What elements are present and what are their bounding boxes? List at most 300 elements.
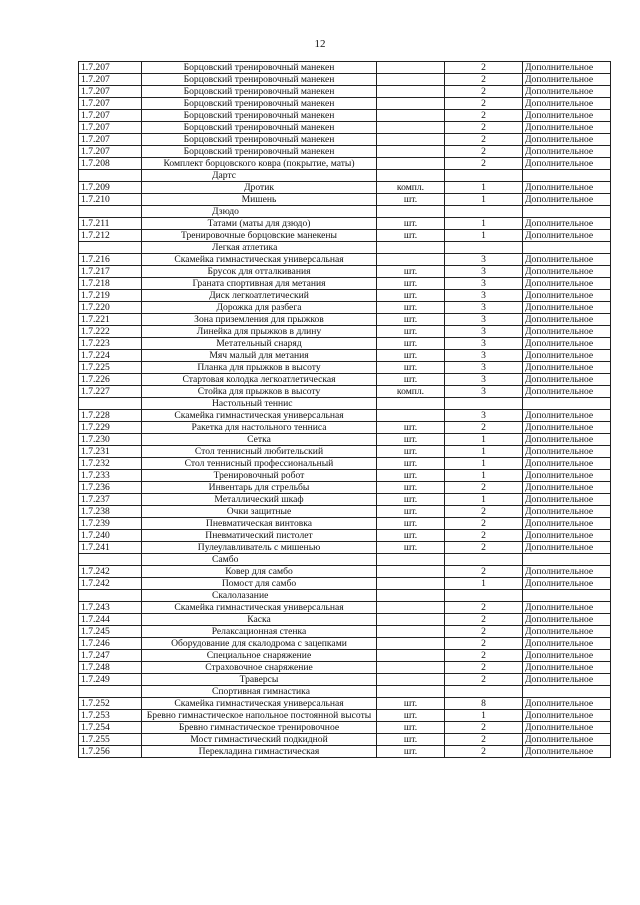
item-type: Дополнительное [523,482,611,494]
item-name: Сетка [142,434,377,446]
section-row [79,242,611,254]
item-quantity: 3 [445,254,523,266]
item-type: Дополнительное [523,74,611,86]
item-name: Оборудование для скалодрома с зацепками [142,638,377,650]
table-row [79,578,611,590]
table-row [79,158,611,170]
section-qty-cell [445,686,523,698]
item-code: 1.7.224 [79,350,142,362]
item-name: Мост гимнастический подкидной [142,734,377,746]
section-type-cell [523,242,611,254]
section-type-cell [523,170,611,182]
item-code: 1.7.226 [79,374,142,386]
item-quantity: 2 [445,566,523,578]
table-row [79,434,611,446]
table-row [79,638,611,650]
item-quantity: 3 [445,350,523,362]
item-quantity: 3 [445,314,523,326]
item-code: 1.7.207 [79,134,142,146]
table-row [79,746,611,758]
item-name: Страховочное снаряжение [142,662,377,674]
item-type: Дополнительное [523,230,611,242]
item-unit [377,638,445,650]
table-row [79,86,611,98]
item-code: 1.7.254 [79,722,142,734]
item-code: 1.7.252 [79,698,142,710]
item-type: Дополнительное [523,146,611,158]
item-code: 1.7.218 [79,278,142,290]
item-name: Перекладина гимнастическая [142,746,377,758]
item-type: Дополнительное [523,386,611,398]
item-type: Дополнительное [523,374,611,386]
item-name: Траверсы [142,674,377,686]
item-name: Метательный снаряд [142,338,377,350]
item-name: Специальное снаряжение [142,650,377,662]
item-quantity: 1 [445,218,523,230]
table-row [79,302,611,314]
item-code: 1.7.248 [79,662,142,674]
item-quantity: 2 [445,134,523,146]
item-unit: шт. [377,470,445,482]
item-unit: шт. [377,194,445,206]
item-code: 1.7.207 [79,146,142,158]
item-name: Стойка для прыжков в высоту [142,386,377,398]
item-unit [377,134,445,146]
item-name: Брусок для отталкивания [142,266,377,278]
item-type: Дополнительное [523,218,611,230]
item-quantity: 1 [445,230,523,242]
item-code: 1.7.256 [79,746,142,758]
item-type: Дополнительное [523,530,611,542]
section-title: Дзюдо [142,206,377,218]
item-type: Дополнительное [523,278,611,290]
item-name: Пневматическая винтовка [142,518,377,530]
table-row [79,194,611,206]
item-unit [377,566,445,578]
item-code: 1.7.236 [79,482,142,494]
item-unit: шт. [377,506,445,518]
section-title: Спортивная гимнастика [142,686,377,698]
table-row [79,338,611,350]
section-code-cell [79,398,142,410]
item-name: Линейка для прыжков в длину [142,326,377,338]
item-code: 1.7.207 [79,98,142,110]
table-row [79,614,611,626]
item-unit: шт. [377,266,445,278]
item-quantity: 2 [445,422,523,434]
item-quantity: 2 [445,614,523,626]
item-quantity: 3 [445,338,523,350]
item-quantity: 1 [445,194,523,206]
item-quantity: 3 [445,302,523,314]
item-quantity: 1 [445,182,523,194]
item-quantity: 2 [445,638,523,650]
item-code: 1.7.207 [79,74,142,86]
item-unit: шт. [377,722,445,734]
item-code: 1.7.242 [79,566,142,578]
item-quantity: 1 [445,434,523,446]
item-unit: компл. [377,386,445,398]
item-code: 1.7.207 [79,86,142,98]
table-row [79,350,611,362]
item-unit: шт. [377,494,445,506]
item-quantity: 3 [445,386,523,398]
table-row [79,386,611,398]
item-unit [377,62,445,74]
table-row [79,650,611,662]
table-row [79,122,611,134]
item-type: Дополнительное [523,98,611,110]
item-type: Дополнительное [523,122,611,134]
section-unit-cell [377,398,445,410]
item-unit [377,122,445,134]
item-quantity: 2 [445,482,523,494]
item-unit [377,86,445,98]
table-row [79,626,611,638]
item-unit: шт. [377,362,445,374]
item-name: Скамейка гимнастическая универсальная [142,602,377,614]
table-row [79,110,611,122]
item-type: Дополнительное [523,506,611,518]
item-name: Борцовский тренировочный манекен [142,110,377,122]
item-unit [377,674,445,686]
item-unit: шт. [377,422,445,434]
item-unit: компл. [377,182,445,194]
item-name: Бревно гимнастическое напольное постоянной высоты [142,710,377,722]
section-code-cell [79,686,142,698]
item-code: 1.7.247 [79,650,142,662]
item-unit: шт. [377,302,445,314]
item-type: Дополнительное [523,314,611,326]
item-unit [377,110,445,122]
table-row [79,734,611,746]
item-unit: шт. [377,278,445,290]
table-row [79,266,611,278]
table-row [79,314,611,326]
item-quantity: 2 [445,734,523,746]
table-row [79,698,611,710]
item-type: Дополнительное [523,134,611,146]
item-type: Дополнительное [523,626,611,638]
item-code: 1.7.231 [79,446,142,458]
item-unit: шт. [377,746,445,758]
item-name: Стол теннисный любительский [142,446,377,458]
table-row [79,98,611,110]
section-title: Дартс [142,170,377,182]
item-code: 1.7.208 [79,158,142,170]
item-name: Стартовая колодка легкоатлетическая [142,374,377,386]
item-quantity: 2 [445,674,523,686]
item-code: 1.7.209 [79,182,142,194]
section-row [79,170,611,182]
item-unit [377,602,445,614]
section-title: Легкая атлетика [142,242,377,254]
item-unit: шт. [377,458,445,470]
item-name: Очки защитные [142,506,377,518]
item-type: Дополнительное [523,326,611,338]
table-row [79,470,611,482]
table-row [79,62,611,74]
item-quantity: 1 [445,470,523,482]
item-unit: шт. [377,350,445,362]
item-code: 1.7.241 [79,542,142,554]
item-name: Борцовский тренировочный манекен [142,134,377,146]
table-row [79,410,611,422]
item-name: Диск легкоатлетический [142,290,377,302]
item-code: 1.7.222 [79,326,142,338]
table-row [79,506,611,518]
item-unit [377,254,445,266]
item-unit: шт. [377,542,445,554]
section-qty-cell [445,590,523,602]
section-code-cell [79,242,142,254]
table-row [79,74,611,86]
section-qty-cell [445,398,523,410]
table-row [79,710,611,722]
item-name: Татами (маты для дзюдо) [142,218,377,230]
item-unit [377,662,445,674]
item-quantity: 2 [445,110,523,122]
item-quantity: 1 [445,710,523,722]
item-code: 1.7.244 [79,614,142,626]
table-row [79,278,611,290]
item-code: 1.7.207 [79,62,142,74]
item-unit: шт. [377,698,445,710]
item-unit [377,410,445,422]
table-row [79,326,611,338]
table-row [79,674,611,686]
item-type: Дополнительное [523,578,611,590]
item-name: Планка для прыжков в высоту [142,362,377,374]
section-qty-cell [445,554,523,566]
item-name: Комплект борцовского ковра (покрытие, маты) [142,158,377,170]
item-name: Ковер для самбо [142,566,377,578]
item-code: 1.7.221 [79,314,142,326]
item-unit [377,98,445,110]
item-name: Мяч малый для метания [142,350,377,362]
item-quantity: 3 [445,374,523,386]
item-code: 1.7.210 [79,194,142,206]
table-row [79,722,611,734]
item-unit: шт. [377,530,445,542]
item-code: 1.7.230 [79,434,142,446]
item-quantity: 2 [445,518,523,530]
item-code: 1.7.245 [79,626,142,638]
section-unit-cell [377,170,445,182]
item-quantity: 2 [445,530,523,542]
item-type: Дополнительное [523,362,611,374]
item-type: Дополнительное [523,662,611,674]
item-name: Помост для самбо [142,578,377,590]
section-code-cell [79,590,142,602]
item-quantity: 2 [445,158,523,170]
item-name: Бревно гимнастическое тренировочное [142,722,377,734]
item-code: 1.7.238 [79,506,142,518]
table-row [79,518,611,530]
item-name: Каска [142,614,377,626]
item-code: 1.7.246 [79,638,142,650]
section-unit-cell [377,590,445,602]
section-row [79,206,611,218]
item-unit: шт. [377,434,445,446]
table-row [79,662,611,674]
item-quantity: 1 [445,458,523,470]
item-type: Дополнительное [523,446,611,458]
section-title: Самбо [142,554,377,566]
item-type: Дополнительное [523,434,611,446]
item-type: Дополнительное [523,458,611,470]
section-title: Настольный теннис [142,398,377,410]
item-code: 1.7.223 [79,338,142,350]
item-unit: шт. [377,518,445,530]
section-qty-cell [445,170,523,182]
item-quantity: 2 [445,98,523,110]
item-code: 1.7.225 [79,362,142,374]
section-type-cell [523,206,611,218]
item-unit: шт. [377,230,445,242]
table-row [79,254,611,266]
section-row [79,686,611,698]
item-code: 1.7.217 [79,266,142,278]
item-code: 1.7.220 [79,302,142,314]
item-type: Дополнительное [523,746,611,758]
item-code: 1.7.207 [79,122,142,134]
item-unit: шт. [377,710,445,722]
item-code: 1.7.233 [79,470,142,482]
item-code: 1.7.239 [79,518,142,530]
item-name: Мишень [142,194,377,206]
item-quantity: 3 [445,290,523,302]
table-row [79,290,611,302]
item-name: Скамейка гимнастическая универсальная [142,254,377,266]
item-type: Дополнительное [523,62,611,74]
item-type: Дополнительное [523,638,611,650]
item-type: Дополнительное [523,602,611,614]
section-title: Скалолазание [142,590,377,602]
item-quantity: 2 [445,746,523,758]
item-quantity: 3 [445,266,523,278]
item-unit: шт. [377,326,445,338]
item-quantity: 2 [445,86,523,98]
item-type: Дополнительное [523,266,611,278]
item-name: Дорожка для разбега [142,302,377,314]
item-quantity: 1 [445,446,523,458]
table-row [79,602,611,614]
item-quantity: 8 [445,698,523,710]
table-row [79,134,611,146]
item-quantity: 1 [445,494,523,506]
item-type: Дополнительное [523,410,611,422]
item-name: Тренировочный робот [142,470,377,482]
item-unit: шт. [377,338,445,350]
item-code: 1.7.237 [79,494,142,506]
item-quantity: 2 [445,62,523,74]
item-type: Дополнительное [523,350,611,362]
item-quantity: 3 [445,278,523,290]
item-name: Стол теннисный профессиональный [142,458,377,470]
section-qty-cell [445,206,523,218]
section-code-cell [79,206,142,218]
item-code: 1.7.249 [79,674,142,686]
item-name: Релаксационная стенка [142,626,377,638]
item-unit: шт. [377,446,445,458]
item-name: Скамейка гимнастическая универсальная [142,698,377,710]
item-code: 1.7.207 [79,110,142,122]
item-type: Дополнительное [523,302,611,314]
table-row [79,494,611,506]
table-row [79,542,611,554]
item-type: Дополнительное [523,566,611,578]
item-type: Дополнительное [523,194,611,206]
item-type: Дополнительное [523,338,611,350]
item-quantity: 2 [445,662,523,674]
item-type: Дополнительное [523,254,611,266]
section-row [79,398,611,410]
item-name: Пневматический пистолет [142,530,377,542]
page-number: 12 [314,38,326,50]
item-type: Дополнительное [523,110,611,122]
item-name: Граната спортивная для метания [142,278,377,290]
section-type-cell [523,398,611,410]
item-name: Борцовский тренировочный манекен [142,86,377,98]
item-quantity: 2 [445,650,523,662]
item-quantity: 2 [445,74,523,86]
equipment-table-body [79,62,611,758]
item-unit: шт. [377,734,445,746]
item-type: Дополнительное [523,710,611,722]
item-name: Борцовский тренировочный манекен [142,62,377,74]
item-name: Борцовский тренировочный манекен [142,98,377,110]
section-unit-cell [377,686,445,698]
item-type: Дополнительное [523,614,611,626]
item-unit [377,74,445,86]
item-unit: шт. [377,290,445,302]
item-quantity: 2 [445,542,523,554]
item-unit [377,158,445,170]
table-row [79,218,611,230]
item-name: Ракетка для настольного тенниса [142,422,377,434]
item-name: Борцовский тренировочный манекен [142,122,377,134]
item-code: 1.7.212 [79,230,142,242]
item-name: Скамейка гимнастическая универсальная [142,410,377,422]
item-name: Металлический шкаф [142,494,377,506]
section-code-cell [79,554,142,566]
table-row [79,182,611,194]
item-type: Дополнительное [523,722,611,734]
section-unit-cell [377,206,445,218]
table-row [79,146,611,158]
item-unit [377,146,445,158]
item-quantity: 2 [445,602,523,614]
table-row [79,482,611,494]
section-unit-cell [377,554,445,566]
item-unit: шт. [377,374,445,386]
table-row [79,374,611,386]
item-code: 1.7.242 [79,578,142,590]
table-row [79,362,611,374]
table-row [79,230,611,242]
item-unit [377,578,445,590]
item-quantity: 2 [445,506,523,518]
item-quantity: 3 [445,362,523,374]
section-qty-cell [445,242,523,254]
section-type-cell [523,686,611,698]
table-row [79,530,611,542]
item-quantity: 3 [445,410,523,422]
table-row [79,566,611,578]
item-type: Дополнительное [523,290,611,302]
section-row [79,554,611,566]
